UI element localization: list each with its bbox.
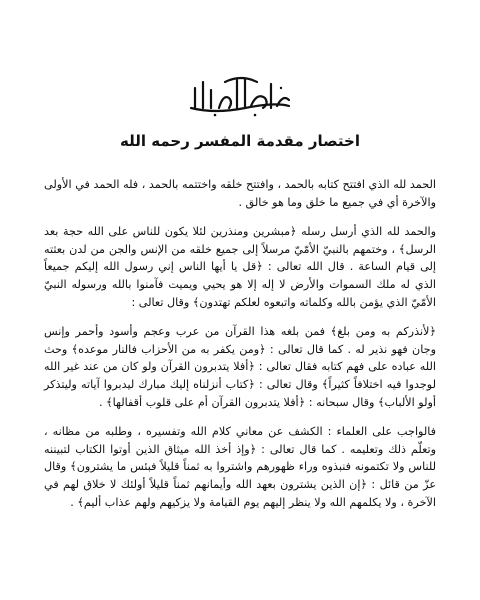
- basmala-calligraphy: [0, 68, 480, 120]
- body-text: [44, 176, 436, 523]
- paragraph-3: ﴿لأنذركم به ومن بلغ﴾ فمن بلغه هذا القرآن من عرب وعجم وأسود وأحمر وإنس وجان فهو نذير له . كما قال تعالى : ﴿ومن يكفر به من الأحزاب فالنار موعده﴾ وحث الله عباده على فهم كتابه فقال تعالى : ﴿أفلا يتدبرون القرآن ولو كان من عند غير الله لوجدوا فيه اختلافاً كثيراً﴾ وقال تعالى : ﴿كتاب أنزلناه إليك مبارك ليدبروا آياته وليتذكر أولو الألباب﴾ وقال سبحانه : ﴿أفلا يتدبرون القرآن أم على قلوب أقفالها﴾ .: [44, 325, 436, 409]
- chapter-heading: اختصار مقدمة المفسر رحمه الله: [120, 132, 360, 150]
- paragraph-4: فالواجب على العلماء : الكشف عن معاني كلام الله وتفسيره ، وطلبه من مظانه ، وتعلّم ذلك وتعليمه . كما قال تعالى : ﴿وإذ أخذ الله ميثاق الذين أوتوا الكتاب لتبيننه للناس ولا تكتمونه فنبذوه وراء ظهورهم واشتروا به ثمناً قليلاً فبئس ما يشترون﴾ وقال عزّ من قائل : ﴿إن الذين يشترون بعهد الله وأيمانهم ثمناً قليلاً أولئك لا خلاق لهم في الآخرة ، ولا يكلمهم الله ولا ينظر إليهم يوم القيامة ولا يزكيهم ولهم عذاب أليم﴾ .: [44, 425, 436, 509]
- basmala-calligraphy-image: [185, 68, 295, 120]
- paragraph-1: الحمد لله الذي افتتح كتابه بالحمد ، وافتتح خلقه واختتمه بالحمد ، فله الحمد في الأولى والآخرة أي في جميع ما خلق وما هو خالق .: [44, 178, 436, 209]
- paragraph-2: والحمد لله الذي أرسل رسله ﴿مبشرين ومنذرين لئلا يكون للناس على الله حجة بعد الرسل﴾ ، وختمهم بالنبيّ الأمّيّ مرسلاً إلى جميع خلقه من الإنس والجن من لدن بعثته إلى قيام الساعة . قال الله تعالى : ﴿قل يا أيها الناس إني رسول الله إليكم جميعاً الذي له ملك السموات والأرض لا إله إلا هو يحيي ويميت فآمنوا بالله ورسوله النبيّ الأمّيّ الذي يؤمن بالله وكلماته واتبعوه لعلكم تهتدون﴾ وقال تعالى :: [44, 225, 436, 309]
